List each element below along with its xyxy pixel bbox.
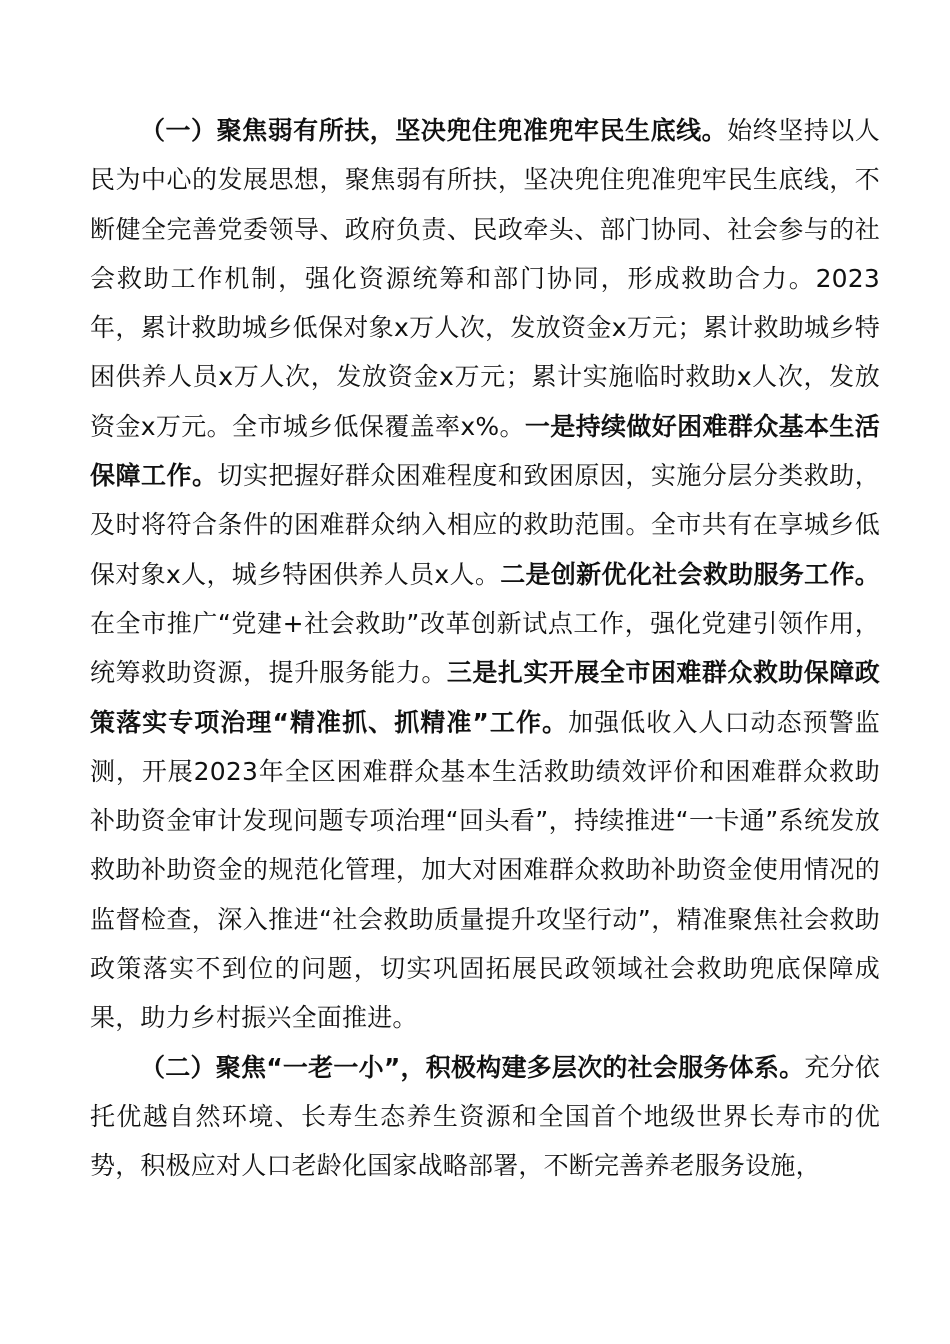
body-text: 充分依托优越自然环境、长寿生态养生资源和全国首个地级世界长寿市的优势，积极应对人口老龄化国家战略部署，不断完善养老服务设施，	[90, 1052, 880, 1181]
body-text: 加强低收入人口动态预警监测，开展2023年全区困难群众基本生活救助绩效评价和困难群众救助补助资金审计发现问题专项治理“回头看”，持续推进“一卡通”系统发放救助补助资金的规范化管理，加大对困难群众救助补助资金使用情况的监督检查，深入推进“社会救助质量提升攻坚行动”，精准聚焦社会救助政策落实不到位的问题，切实巩固拓展民政领域社会救助兜底保障成果，助力乡村振兴全面推进。	[90, 707, 880, 1033]
body-text: 在全市推广“党建+社会救助”改革创新试点工作，强化党建引领作用，统筹救助资源，提升服务能力。	[90, 608, 880, 688]
subheading-1: 一是持续做好困难群众基本生活保障工作。	[90, 411, 880, 491]
paragraph-social-assistance	[90, 106, 880, 1043]
document-body	[90, 106, 880, 1191]
subheading-2: 二是创新优化社会救助服务工作。	[500, 559, 880, 589]
section-heading-2: （二）聚焦“一老一小”，积极构建多层次的社会服务体系。	[140, 1052, 805, 1082]
body-text: 切实把握好群众困难程度和致困原因，实施分层分类救助，及时将符合条件的困难群众纳入相应的救助范围。全市共有在享城乡低保对象x人，城乡特困供养人员x人。	[90, 461, 880, 589]
section-heading-1: （一）聚焦弱有所扶，坚决兜住兜准兜牢民生底线。	[140, 116, 728, 145]
body-text: 始终坚持以人民为中心的发展思想，聚焦弱有所扶，坚决兜住兜准兜牢民生底线，不断健全完善党委领导、政府负责、民政牵头、部门协同、社会参与的社会救助工作机制，强化资源统筹和部门协同，形成救助合力。2023年，累计救助城乡低保对象x万人次，发放资金x万元；累计救助城乡特困供养人员x万人次，发放资金x万元；累计实施临时救助x人次，发放资金x万元。全市城乡低保覆盖率x%。	[90, 116, 880, 441]
paragraph-elderly-children	[90, 1043, 880, 1191]
subheading-3: 三是扎实开展全市困难群众救助保障政策落实专项治理“精准抓、抓精准”工作。	[90, 658, 880, 737]
